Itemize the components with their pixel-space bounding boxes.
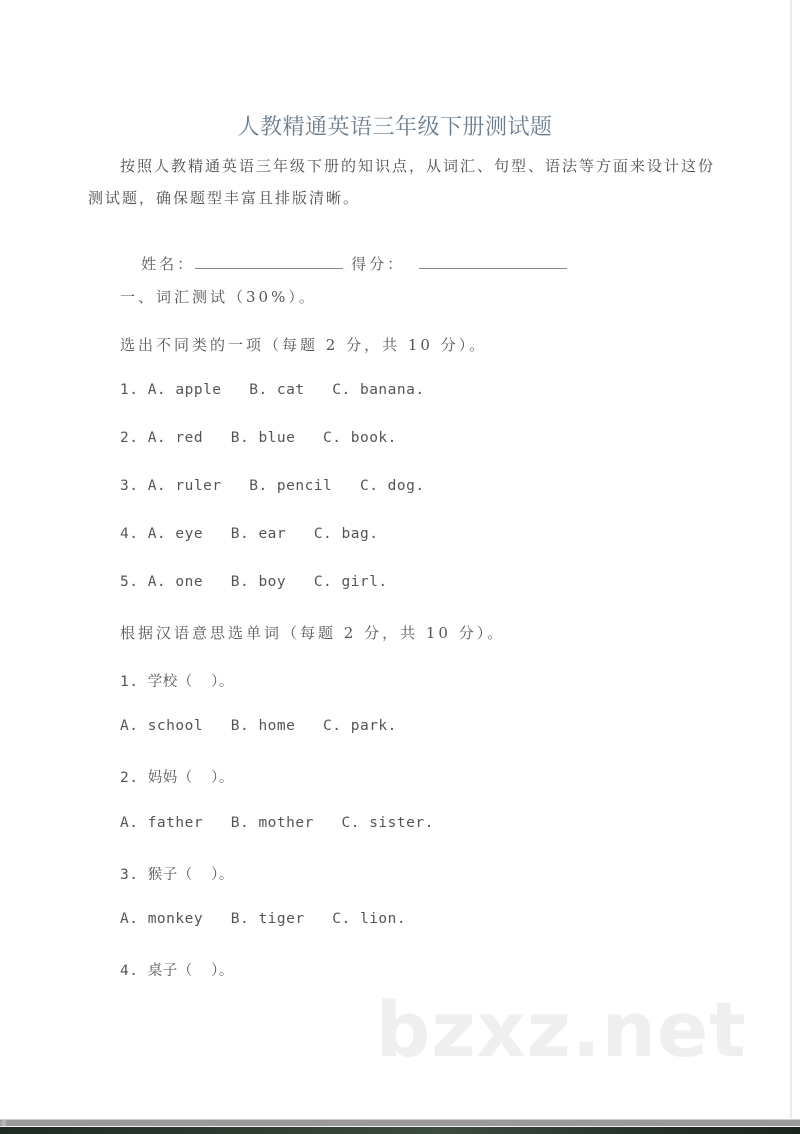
question-prompt: 1. 学校（ ）。 [120,674,234,690]
question-prompt: 2. 妈妈（ ）。 [120,770,234,786]
question-prompt: 3. 猴子（ ）。 [120,867,234,883]
question-item: 3. A. ruler B. pencil C. dog. [120,478,425,494]
score-label: 得分： [351,255,406,273]
question-item: 4. A. eye B. ear C. bag. [120,526,379,542]
part1-instruction: 选出不同类的一项（每题 2 分，共 10 分）。 [120,336,488,354]
section-heading: 一、词汇测试（30%）。 [120,288,317,306]
intro-paragraph: 按照人教精通英语三年级下册的知识点，从词汇、句型、语法等方面来设计这份测试题，确保题型丰富且排版清晰。 [88,157,716,207]
name-score-row [120,235,567,292]
question-options: A. school B. home C. park. [120,718,397,734]
horizontal-scrollbar[interactable] [0,1119,800,1126]
watermark: bzxz.net [376,985,747,1074]
question-item: 5. A. one B. boy C. girl. [120,574,388,590]
score-blank[interactable] [419,254,567,269]
name-blank[interactable] [195,254,343,269]
desktop-background-strip [0,1126,800,1134]
vertical-scrollbar[interactable] [790,0,800,1120]
question-item: 2. A. red B. blue C. book. [120,430,397,446]
question-options: A. monkey B. tiger C. lion. [120,911,407,927]
question-prompt: 4. 桌子（ ）。 [120,963,234,979]
name-label: 姓名： [141,255,196,273]
question-item: 1. A. apple B. cat C. banana. [120,382,425,398]
question-options: A. father B. mother C. sister. [120,815,434,831]
part2-instruction: 根据汉语意思选单词（每题 2 分，共 10 分）。 [120,624,506,642]
document-title: 人教精通英语三年级下册测试题 [237,115,553,140]
